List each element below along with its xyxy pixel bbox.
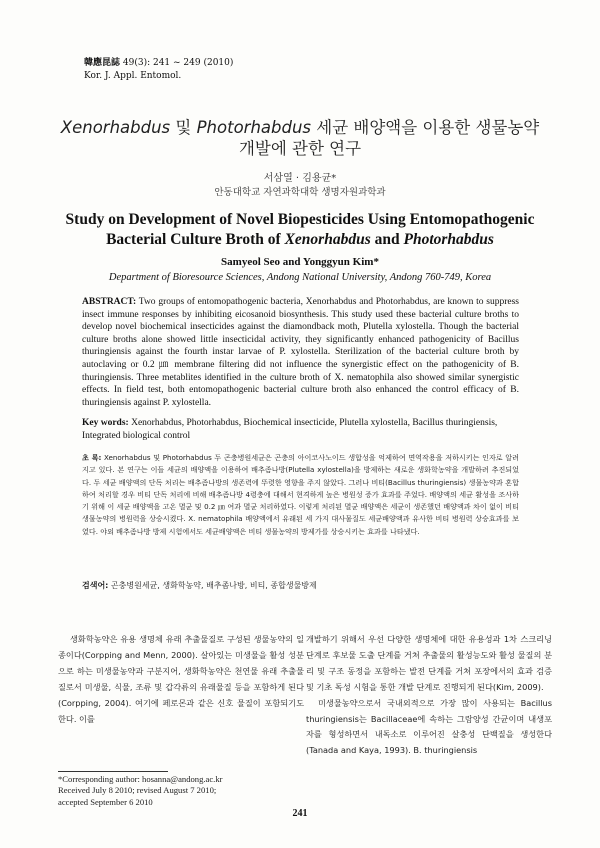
english-title-line1: Study on Development of Novel Biopesticides Using Entomopathogenic (65, 211, 535, 228)
english-title-genus2: Photorhabdus (403, 231, 494, 248)
korean-title-line2: 개발에 관한 연구 (238, 139, 362, 158)
korean-abstract (82, 452, 519, 538)
body-paragraph: 생화학농약은 유용 생명체 유래 추출물질로 구성된 생물농약의 일종이다(Corpping and Menn, 2000). 살아있는 미생물을 활성 성분으로 하는 미생물농약과 구분지어, 생화학농약은 천연물 유래 추출물질로서 미생물, 식물, 조류 및 갑각류의 유래물질 등을 포함하게 된다(Corpping, 2004). 여기에 페로몬과 같은 신호 물질이 포함되기도 한다. 이를 (58, 634, 304, 724)
korean-keywords (82, 580, 519, 591)
abstract-text: Two groups of entomopathogenic bacteria, Xenorhabdus and Photorhabdus, are known to suppress insect immune responses by inhibiting eicosanoid biosynthesis. This study used these bacterial culture broths to develop novel biochemical insecticides against the diamondback moth, Plutella xylostella. Though the bacterial culture broths alone showed little insecticidal activity, they significantly enhanced pathogenicity of Bacillus thuringiensis against the fourth instar larvae of P. xylostella. Sterilization of the bacterial culture broth by autoclaving or 0.2 ㎛ membrane filtering did not influence the synergistic effect on the pathogenicity of B. thuringiensis. Three metablites identified in the culture broth of X. nematophila also showed similar synergistic effects. In field test, both entomopathogenic bacterial culture broth also enhanced the control efficacy of B. thuringiensis against P. xylostella. (82, 297, 519, 408)
journal-citation (84, 57, 233, 83)
accepted-date: accepted September 6 2010 (58, 796, 153, 807)
body-right-column (306, 632, 552, 759)
korean-authors: 서삼열 · 김용균* (263, 173, 337, 184)
abstract-label: ABSTRACT: (82, 297, 137, 307)
english-authors: Samyeol Seo and Yonggyun Kim* (221, 256, 379, 268)
journal-abbrev: Kor. J. Appl. Entomol. (84, 71, 182, 81)
korean-abstract-text: Xenorhabdus 및 Photorhabdus 두 곤충병원세균은 곤충의 아이코사노이드 생합성을 억제하여 면역작용을 저하시키는 인자로 알려지고 있다. 본 연구는 이들 세균의 배양액을 이용하여 배추좀나방(Plutella xylostella)을 방제하는 새로운 생화학농약을 개발하려 추진되었다. 두 세균 배양액의 단독 처리는 배추좀나방의 생존력에 뚜렷한 영향을 주지 않았다. 그러나 비티(Bacillus thuringiensis) 생물농약과 혼합하여 처리할 경우 비티 단독 처리에 비해 배추좀나방 4령충에 대해서 현격하게 높은 병원성 증가 효과를 주었다. 배양액의 세균 활성을 조사하기 위해 이 세균 배양액을 고온 멸균 및 0.2 ㎛ 여과 멸균 처리하였다. 이렇게 처리된 멸균 배양액은 세균이 생존했던 배양액과 차이 없이 비티 생물농약의 병원력을 상승시켰다. X. nematophila 배양액에서 유래된 세 가지 대사물질도 세균배양액과 유사한 비티 병원력 상승효과를 보였다. 야외 배추좀나방 방제 시험에서도 세균배양액은 비티 생물농약의 방제가를 상승시키는 효과를 나타냈다. (82, 453, 519, 536)
abstract (82, 296, 519, 409)
korean-abstract-label: 초 록: (82, 453, 102, 462)
body-paragraph: 미생물농약으로서 국내외적으로 가장 많이 사용되는 Bacillus thuringiensis는 Bacillaceae에 속하는 그람양성 간균이며 내생포자를 형성하면서 내독소로 이루어진 살충성 단백질을 생성한다(Tanada and Kaya, 1993). B. thuringiensis (306, 697, 552, 756)
keywords (82, 417, 519, 442)
english-title-genus1: Xenorhabdus (284, 231, 371, 248)
korean-keywords-label: 검색어: (82, 581, 109, 590)
footnote (58, 774, 308, 808)
english-affiliation: Department of Bioresource Sciences, Andong National University, Andong 760-749, Korea (108, 272, 492, 283)
corresponding-author: *Corresponding author: hosanna@andong.ac.kr (58, 774, 223, 784)
body-left-column (58, 632, 304, 727)
english-title-conj: and (370, 231, 404, 248)
korean-title-rest: 세균 배양액을 이용한 생물농약 (311, 118, 540, 137)
english-title-line2-pre: Bacterial Culture Broth of (106, 231, 285, 248)
journal-name: 韓應昆誌 (84, 58, 121, 68)
body-paragraph: 개발하기 위해서 우선 다양한 생명체에 대한 유용성과 1차 스크리닝 단계로 후보물 도출 단계를 거쳐 추출물의 활성능도와 활성 물질의 분리 및 구조 동정을 포함하는 발전 단계를 거쳐 포장에서의 효과 검증 및 기초 독성 시험을 통한 개발 단계로 진행되게 된다(Kim, 2009). (306, 634, 552, 692)
received-dates: Received July 8 2010; revised August 7 2010; (58, 785, 217, 796)
keywords-label: Key words: (82, 418, 129, 428)
english-title (50, 210, 550, 250)
korean-keywords-text: 곤충병원세균, 생화학농약, 배추좀나방, 비티, 종합생물방제 (108, 581, 317, 590)
korean-title-genus1: Xenorhabdus (60, 118, 171, 137)
page-number: 241 (292, 808, 308, 819)
korean-title (40, 117, 560, 159)
keywords-text: Xenorhabdus, Photorhabdus, Biochemical insecticide, Plutella xylostella, Bacillus thuringiensis, Integrated biological control (82, 418, 498, 441)
korean-affiliation: 안동대학교 자연과학대학 생명자원과학과 (214, 187, 386, 198)
korean-title-conj: 및 (170, 118, 197, 137)
korean-title-genus2: Photorhabdus (196, 118, 312, 137)
journal-volume: 49(3): 241 ~ 249 (2010) (120, 58, 234, 68)
footnote-divider (58, 771, 168, 772)
